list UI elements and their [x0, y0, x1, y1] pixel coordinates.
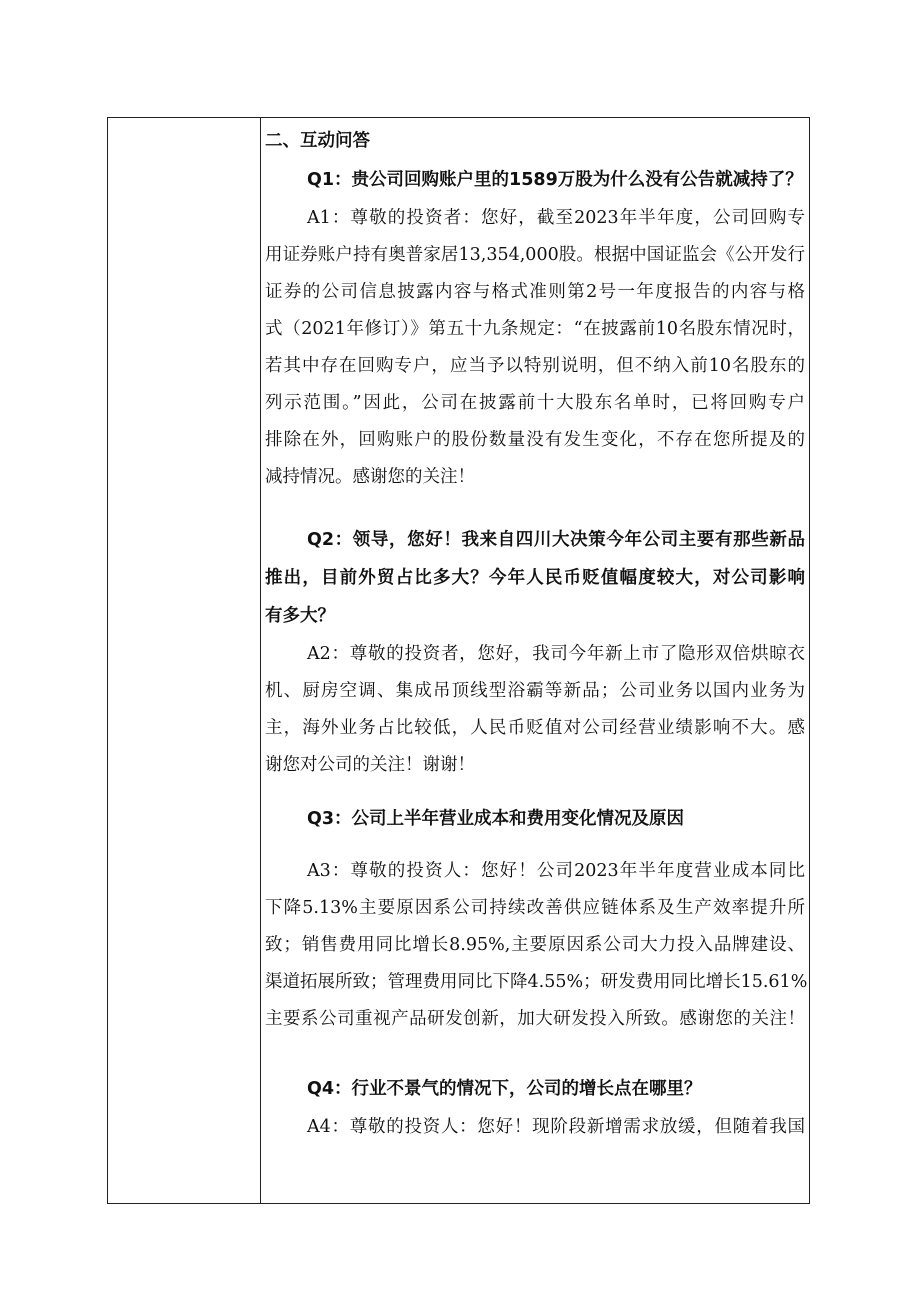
- question-q4: Q4：行业不景气的情况下，公司的增长点在哪里？: [307, 1079, 702, 1099]
- answer-a1-line: 证券的公司信息披露内容与格式准则第2号一年度报告的内容与格: [265, 282, 805, 302]
- answer-a1-line: 式（2021年修订）》第五十九条规定：“在披露前10名股东情况时，: [265, 319, 805, 339]
- section-title: 二、互动问答: [265, 131, 370, 151]
- answer-a1-line: 排除在外，回购账户的股份数量没有发生变化，不存在您所提及的: [265, 430, 805, 450]
- answer-a2-line: 谢您对公司的关注！谢谢！: [265, 755, 475, 775]
- answer-a3-line: 下降5.13%主要原因系公司持续改善供应链体系及生产效率提升所: [265, 898, 805, 918]
- answer-a3-line: 主要系公司重视产品研发创新，加大研发投入所致。感谢您的关注！: [265, 1009, 805, 1029]
- answer-a1-line: A1：尊敬的投资者：您好，截至2023年半年度，公司回购专: [307, 208, 805, 228]
- content-table: [107, 117, 810, 1204]
- answer-a3-line: 致；销售费用同比增长8.95%,主要原因系公司大力投入品牌建设、: [265, 935, 805, 955]
- answer-a1-line: 用证券账户持有奥普家居13,354,000股。根据中国证监会《公开发行: [265, 245, 805, 265]
- answer-a3-line: 渠道拓展所致；管理费用同比下降4.55%；研发费用同比增长15.61%: [265, 972, 808, 992]
- label-cell: [108, 118, 261, 1203]
- question-q2-line: 推出，目前外贸占比多大？今年人民币贬值幅度较大，对公司影响: [265, 568, 805, 588]
- content-cell: [261, 118, 809, 1203]
- question-q3: Q3：公司上半年营业成本和费用变化情况及原因: [307, 809, 685, 829]
- question-q2-line: Q2：领导，您好！我来自四川大决策今年公司主要有那些新品: [307, 530, 805, 550]
- answer-a3-line: A3：尊敬的投资人：您好！公司2023年半年度营业成本同比: [307, 861, 805, 881]
- answer-a1-line: 列示范围。”因此，公司在披露前十大股东名单时，已将回购专户: [265, 393, 805, 413]
- answer-a1-line: 若其中存在回购专户，应当予以特别说明，但不纳入前10名股东的: [265, 356, 805, 376]
- answer-a2-line: A2：尊敬的投资者，您好，我司今年新上市了隐形双倍烘晾衣: [307, 644, 805, 664]
- answer-a2-line: 机、厨房空调、集成吊顶线型浴霸等新品；公司业务以国内业务为: [265, 681, 805, 701]
- answer-a1-line: 减持情况。感谢您的关注！: [265, 467, 475, 487]
- answer-a4-line: A4：尊敬的投资人：您好！现阶段新增需求放缓，但随着我国: [307, 1117, 805, 1137]
- question-q1: Q1：贵公司回购账户里的1589万股为什么没有公告就减持了？: [307, 170, 803, 190]
- answer-a2-line: 主，海外业务占比较低，人民币贬值对公司经营业绩影响不大。感: [265, 718, 805, 738]
- question-q2-line: 有多大？: [265, 606, 335, 626]
